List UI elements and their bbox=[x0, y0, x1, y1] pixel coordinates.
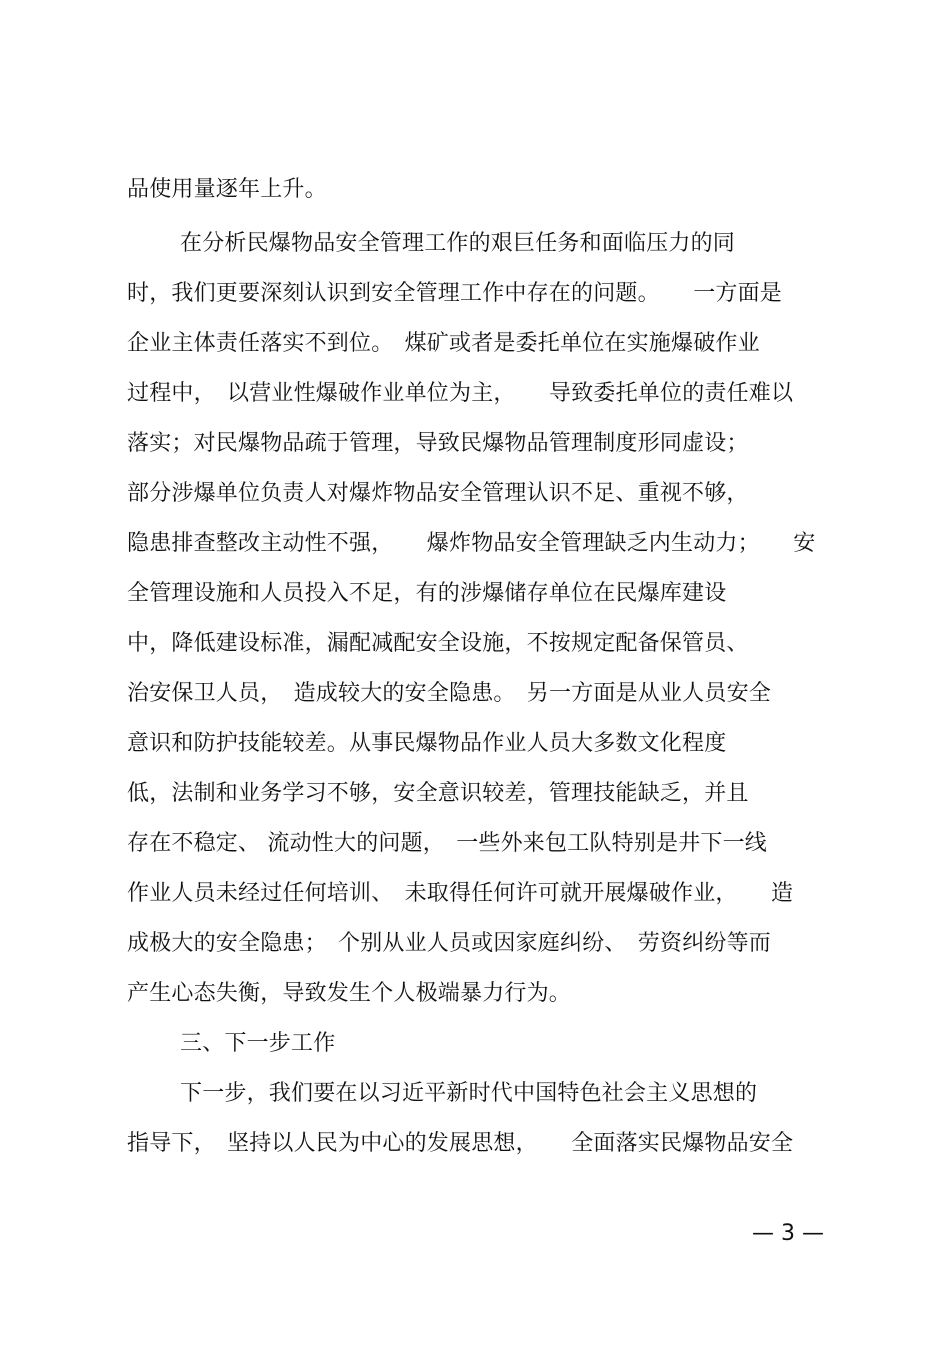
text-line: 品使用量逐年上升。 bbox=[127, 177, 327, 202]
page-number: — 3 — bbox=[752, 1221, 824, 1246]
text-line: 时，我们更要深刻认识到安全管理工作中存在的问题。 一方面是 bbox=[127, 281, 783, 306]
text-line: 全管理设施和人员投入不足，有的涉爆储存单位在民爆库建设 bbox=[127, 581, 727, 606]
text-line: 存在不稳定、 流动性大的问题， 一些外来包工队特别是井下一线 bbox=[127, 831, 767, 856]
text-line: 作业人员未经过任何培训、 未取得任何许可就开展爆破作业， 造 bbox=[127, 881, 794, 906]
text-line: 落实；对民爆物品疏于管理，导致民爆物品管理制度形同虚设； bbox=[127, 431, 749, 456]
text-line: 成极大的安全隐患； 个别从业人员或因家庭纠纷、 劳资纠纷等而 bbox=[127, 931, 772, 956]
text-line: 指导下， 坚持以人民为中心的发展思想， 全面落实民爆物品安全 bbox=[127, 1131, 794, 1156]
text-line: 中，降低建设标准，漏配减配安全设施，不按规定配备保管员、 bbox=[127, 631, 749, 656]
text-line: 企业主体责任落实不到位。 煤矿或者是委托单位在实施爆破作业 bbox=[127, 331, 760, 356]
section-heading: 三、下一步工作 bbox=[180, 1031, 336, 1056]
text-line: 产生心态失衡，导致发生个人极端暴力行为。 bbox=[127, 981, 572, 1006]
text-line: 过程中， 以营业性爆破作业单位为主， 导致委托单位的责任难以 bbox=[127, 381, 794, 406]
text-line: 治安保卫人员， 造成较大的安全隐患。 另一方面是从业人员安全 bbox=[127, 681, 772, 706]
text-line: 隐患排查整改主动性不强， 爆炸物品安全管理缺乏内生动力； 安 bbox=[127, 531, 816, 556]
text-line: 意识和防护技能较差。从事民爆物品作业人员大多数文化程度 bbox=[127, 731, 727, 756]
text-line: 低，法制和业务学习不够，安全意识较差，管理技能缺乏，并且 bbox=[127, 781, 749, 806]
paragraph-first-line: 下一步，我们要在以习近平新时代中国特色社会主义思想的 bbox=[180, 1081, 758, 1106]
text-line: 部分涉爆单位负责人对爆炸物品安全管理认识不足、重视不够， bbox=[127, 481, 749, 506]
paragraph-first-line: 在分析民爆物品安全管理工作的艰巨任务和面临压力的同 bbox=[180, 231, 736, 256]
